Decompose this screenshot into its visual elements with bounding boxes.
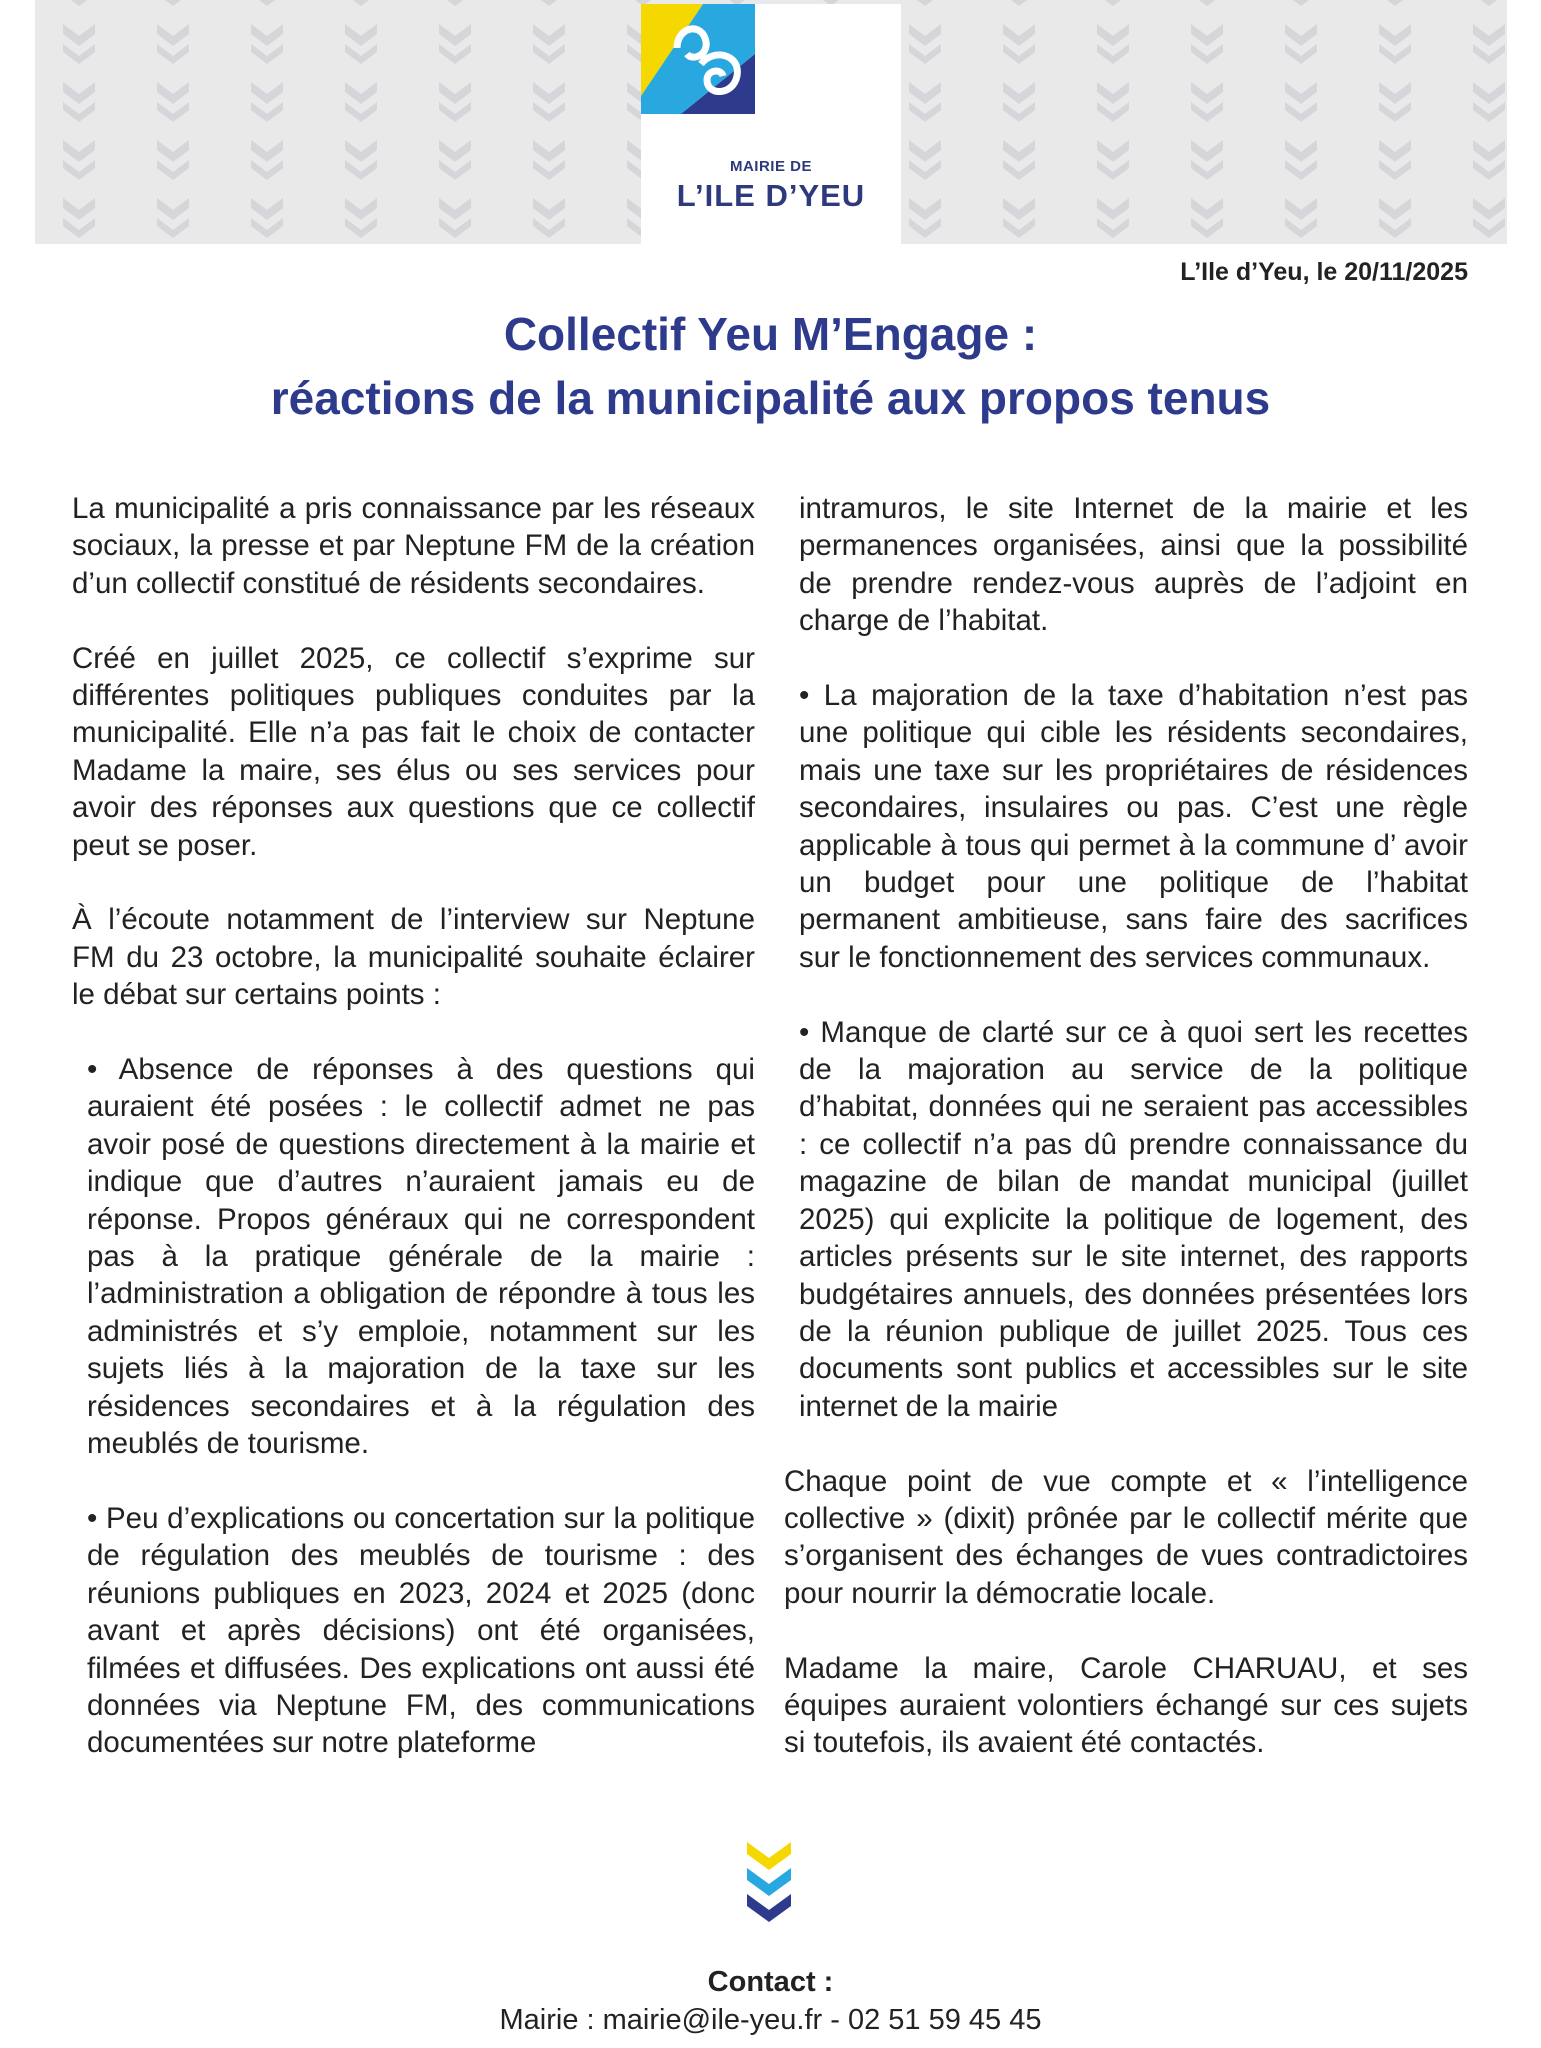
bullet-explications-continued: intramuros, le site Internet de la mairie et les permanences organisées, ainsi que la possibilité de prendre rendez-vous auprès de l’adjoint en charge de l’habitat. xyxy=(799,492,1468,638)
press-date: L’Ile d’Yeu, le 20/11/2025 xyxy=(1180,258,1468,286)
left-column xyxy=(72,490,755,1762)
bullet-absence-reponses: • Absence de réponses à des questions qui auraient été posées : le collectif admet ne pas avoir posé de questions directement à la mairie et indique que d’autres n’auraient jamais eu de réponse. Propos généraux qui ne correspondent pas à la pratique générale de la mairie : l’administration a obligation de répondre à tous les administrés et s’y emploie, notamment sur les sujets liés à la majoration de la taxe sur les résidences secondaires et à la régulation des meublés de tourisme. xyxy=(87,1053,755,1461)
paragraph-creation: Créé en juillet 2025, ce collectif s’exprime sur différentes politiques publiques conduites par la municipalité. Elle n’a pas fait le choix de contacter Madame la maire, ses élus ou ses services pour avoir des réponses aux questions que ce collectif peut se poser. xyxy=(72,641,755,862)
paragraph-intro: La municipalité a pris connaissance par les réseaux sociaux, la presse et par Neptune FM de la création d’un collectif constitué de résidents secondaires. xyxy=(72,492,755,600)
paragraph-conclusion: Madame la maire, Carole CHARUAU, et ses équipes auraient volontiers échangé sur ces sujets si toutefois, ils avaient été contactés. xyxy=(784,1651,1468,1760)
page-title xyxy=(0,302,1541,430)
bullet-majoration-taxe: • La majoration de la taxe d’habitation n’est pas une politique qui cible les résidents secondaires, mais une taxe sur les propriétaires de résidences secondaires, insulaires ou pas. C’est une règle applicable à tous qui permet à la commune d’ avoir un budget pour une politique de l’habitat permanent ambitieuse, sans faire des sacrifices sur le fonctionnement des services communaux. xyxy=(799,679,1468,974)
title-line2: réactions de la municipalité aux propos tenus xyxy=(270,372,1271,424)
header-band xyxy=(35,0,1507,244)
title-line1: Collectif Yeu M’Engage : xyxy=(503,308,1038,360)
logo-line1: MAIRIE DE xyxy=(729,158,812,175)
bullet-manque-clarte: • Manque de clarté sur ce à quoi sert les recettes de la majoration au service de la politique d’habitat, données qui ne seraient pas accessibles : ce collectif n’a pas dû prendre connaissance du magazine de bilan de mandat municipal (juillet 2025) qui explicite la politique de logement, des articles présents sur le site internet, des rapports budgétaires annuels, des données présentées lors de la réunion publique de juillet 2025. Tous ces documents sont publics et accessibles sur le site internet de la mairie xyxy=(799,1015,1468,1423)
right-column xyxy=(784,490,1468,1762)
paragraph-point-de-vue: Chaque point de vue compte et « l’intelligence collective » (dixit) prônée par le collectif mérite que s’organisent des échanges de vues contradictoires pour nourrir la démocratie locale. xyxy=(784,1464,1468,1610)
logo-line2: L’ILE D’YEU xyxy=(676,178,866,213)
mairie-logo-icon xyxy=(641,4,755,114)
chevrons-icon xyxy=(743,1838,795,1928)
contact-title: Contact : xyxy=(707,1966,834,1998)
bullet-explications: • Peu d’explications ou concertation sur la politique de régulation des meublés de tourisme : des réunions publiques en 2023, 2024 et 2025 (donc avant et après décisions) ont été organisées, filmées et diffusées. Des explications ont aussi été données via Neptune FM, des communications documentées sur notre plateforme xyxy=(87,1501,755,1760)
logo xyxy=(641,4,901,244)
contact-info: Mairie : mairie@ile-yeu.fr - 02 51 59 45 45 xyxy=(499,2004,1042,2036)
paragraph-ecoute: À l’écoute notamment de l’interview sur Neptune FM du 23 octobre, la municipalité souhaite éclairer le débat sur certains points : xyxy=(72,903,755,1012)
